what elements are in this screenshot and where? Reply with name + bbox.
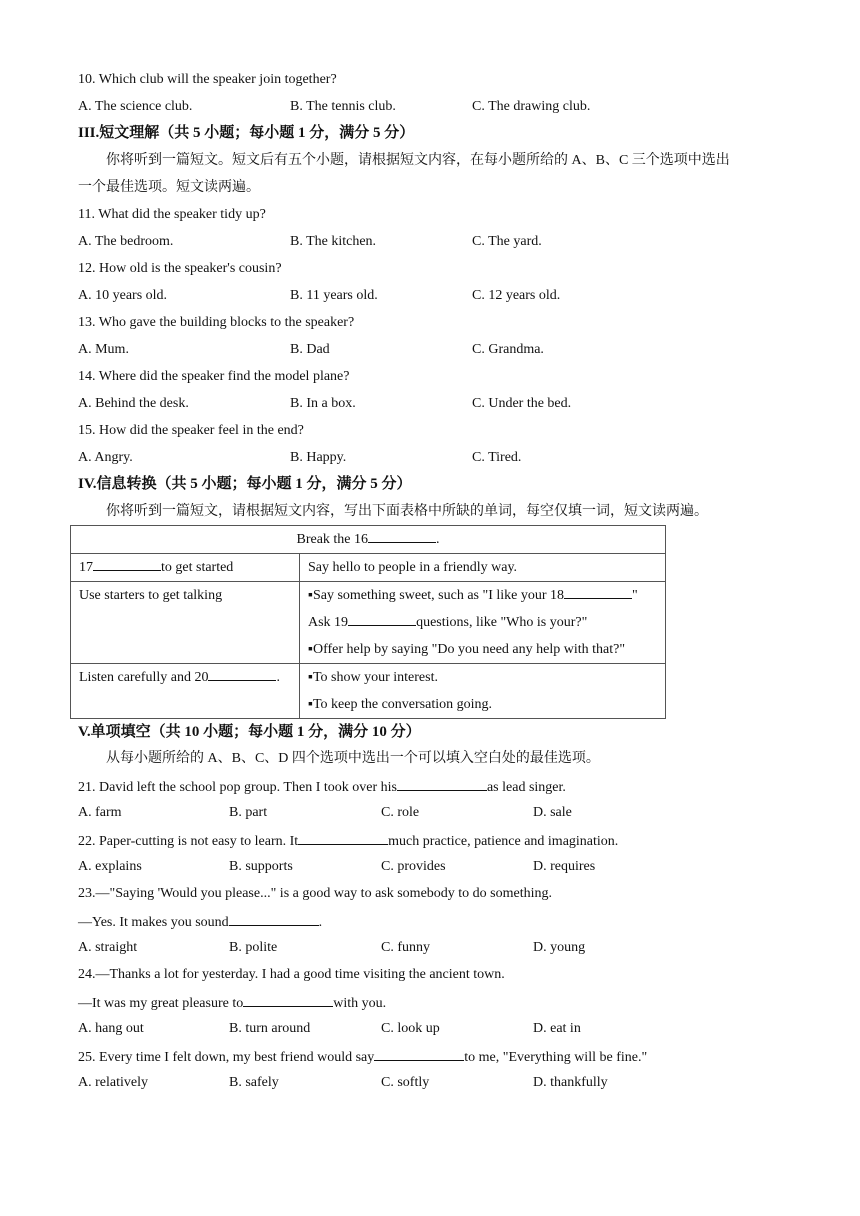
blank-22[interactable]: [298, 831, 388, 845]
question-15-option-c: C. Tired.: [472, 450, 522, 465]
question-24-text: —It was my great pleasure to: [78, 996, 244, 1011]
row3-left-text: Listen carefully and 20: [79, 670, 209, 685]
blank-17[interactable]: [93, 557, 161, 571]
row1-left-cell: [71, 554, 300, 582]
question-21-text: 21. David left the school pop group. Then I took over his: [78, 780, 397, 795]
question-13-option-c: C. Grandma.: [472, 342, 544, 357]
table-header-text: Break the 16: [296, 532, 369, 547]
blank-21[interactable]: [397, 777, 487, 791]
row2-left-text: Use starters to get talking: [79, 588, 223, 603]
row3-bullet-2: ▪To keep the conversation going.: [308, 697, 492, 712]
row3-right-cell: [300, 664, 666, 719]
row2-right-cell: [300, 582, 666, 664]
section-5-instruction: 从每小题所给的 A、B、C、D 四个选项中选出一个可以填入空白处的最佳选项。: [106, 751, 600, 766]
question-14-option-c: C. Under the bed.: [472, 396, 572, 411]
question-22-option-a: A. explains: [78, 859, 142, 874]
question-22-option-d: D. requires: [533, 859, 596, 874]
question-12-option-b: B. 11 years old.: [290, 288, 378, 303]
question-10-option-a: A. The science club.: [78, 99, 193, 114]
info-transfer-table: [70, 525, 666, 719]
question-15-stem: 15. How did the speaker feel in the end?: [78, 423, 304, 438]
table-header-cell: [71, 526, 666, 554]
question-23-option-b: B. polite: [229, 940, 278, 955]
question-23-line1: 23.—"Saying 'Would you please..." is a good way to ask somebody to do something.: [78, 886, 553, 901]
blank-19[interactable]: [348, 612, 416, 626]
blank-24[interactable]: [243, 993, 333, 1007]
row3-left-period: .: [276, 670, 280, 685]
question-21-text-end: as lead singer.: [486, 780, 566, 795]
question-24-line1: 24.—Thanks a lot for yesterday. I had a good time visiting the ancient town.: [78, 967, 505, 982]
question-24-option-b: B. turn around: [229, 1021, 311, 1036]
question-15-option-a: A. Angry.: [78, 450, 133, 465]
blank-25[interactable]: [374, 1047, 464, 1061]
row3-left-cell: [71, 664, 300, 719]
blank-23[interactable]: [229, 912, 319, 926]
row2-left-cell: [71, 582, 300, 664]
question-14-option-b: B. In a box.: [290, 396, 356, 411]
row2-bullet-3: ▪Offer help by saying "Do you need any help with that?": [308, 642, 626, 657]
row1-left-number: 17: [79, 560, 93, 575]
question-25-option-d: D. thankfully: [533, 1075, 608, 1090]
question-10-option-c: C. The drawing club.: [472, 99, 591, 114]
question-22-stem: [78, 831, 618, 851]
question-21-option-d: D. sale: [533, 805, 572, 820]
question-24-option-d: D. eat in: [533, 1021, 581, 1036]
question-22-option-c: C. provides: [381, 859, 446, 874]
question-25-option-a: A. relatively: [78, 1075, 148, 1090]
question-23-option-d: D. young: [533, 940, 586, 955]
question-12-option-a: A. 10 years old.: [78, 288, 168, 303]
row1-left-text: to get started: [161, 560, 234, 575]
row2-bullet-2-text: Ask 19: [308, 615, 349, 630]
question-24-text-end: with you.: [333, 996, 387, 1011]
question-11-option-c: C. The yard.: [472, 234, 542, 249]
table-header-period: .: [436, 532, 440, 547]
section-5-title: V.单项填空（共 10 小题；每小题 1 分，满分 10 分）: [78, 724, 421, 740]
blank-16[interactable]: [368, 529, 436, 543]
question-13-option-a: A. Mum.: [78, 342, 129, 357]
question-11-option-a: A. The bedroom.: [78, 234, 174, 249]
question-15-option-b: B. Happy.: [290, 450, 347, 465]
section-3-instruction-line2: 一个最佳选项。短文读两遍。: [78, 180, 260, 195]
blank-18[interactable]: [564, 585, 632, 599]
row1-right-cell: [300, 554, 666, 582]
blank-20[interactable]: [208, 667, 276, 681]
question-21-option-b: B. part: [229, 805, 268, 820]
question-22-text: 22. Paper-cutting is not easy to learn. It: [78, 834, 299, 849]
question-11-option-b: B. The kitchen.: [290, 234, 377, 249]
question-24-option-c: C. look up: [381, 1021, 440, 1036]
question-21-stem: [78, 777, 566, 797]
section-3-title: III.短文理解（共 5 小题；每小题 1 分，满分 5 分）: [78, 125, 415, 141]
row2-bullet-1-text: ▪Say something sweet, such as "I like your 18: [308, 588, 565, 603]
row2-bullet-1-quote: ": [632, 588, 638, 603]
section-3-instruction-line1: 你将听到一篇短文。短文后有五个小题，请根据短文内容，在每小题所给的 A、B、C 三个选项中选出: [106, 153, 730, 168]
question-13-option-b: B. Dad: [290, 342, 330, 357]
row2-bullet-1: [308, 582, 657, 609]
question-23-option-c: C. funny: [381, 940, 430, 955]
question-21-option-a: A. farm: [78, 805, 122, 820]
question-13-stem: 13. Who gave the building blocks to the speaker?: [78, 315, 355, 330]
question-12-stem: 12. How old is the speaker's cousin?: [78, 261, 282, 276]
question-11-stem: 11. What did the speaker tidy up?: [78, 207, 266, 222]
question-23-line2: [78, 912, 322, 932]
question-14-stem: 14. Where did the speaker find the model plane?: [78, 369, 350, 384]
section-4-instruction: 你将听到一篇短文，请根据短文内容，写出下面表格中所缺的单词，每空仅填一词，短文读两遍。: [106, 504, 708, 519]
question-10-stem: 10. Which club will the speaker join together?: [78, 72, 337, 87]
question-25-option-c: C. softly: [381, 1075, 430, 1090]
question-22-option-b: B. supports: [229, 859, 293, 874]
row1-right-text: Say hello to people in a friendly way.: [308, 560, 518, 575]
question-23-text: —Yes. It makes you sound: [78, 915, 229, 930]
question-14-option-a: A. Behind the desk.: [78, 396, 189, 411]
question-12-option-c: C. 12 years old.: [472, 288, 561, 303]
question-25-text-end: to me, "Everything will be fine.": [464, 1050, 648, 1065]
question-24-option-a: A. hang out: [78, 1021, 144, 1036]
question-22-text-end: much practice, patience and imagination.: [388, 834, 619, 849]
question-23-text-end: .: [318, 915, 323, 930]
question-24-line2: [78, 993, 386, 1013]
row3-bullet-1: ▪To show your interest.: [308, 670, 438, 685]
question-25-stem: [78, 1047, 647, 1067]
question-10-option-b: B. The tennis club.: [290, 99, 396, 114]
row2-bullet-2-rest: questions, like "Who is your?": [416, 615, 588, 630]
question-23-option-a: A. straight: [78, 940, 138, 955]
row2-bullet-2: [308, 609, 657, 636]
question-25-text: 25. Every time I felt down, my best friend would say: [78, 1050, 375, 1065]
question-25-option-b: B. safely: [229, 1075, 279, 1090]
question-21-option-c: C. role: [381, 805, 420, 820]
section-4-title: IV.信息转换（共 5 小题；每小题 1 分，满分 5 分）: [78, 476, 412, 492]
